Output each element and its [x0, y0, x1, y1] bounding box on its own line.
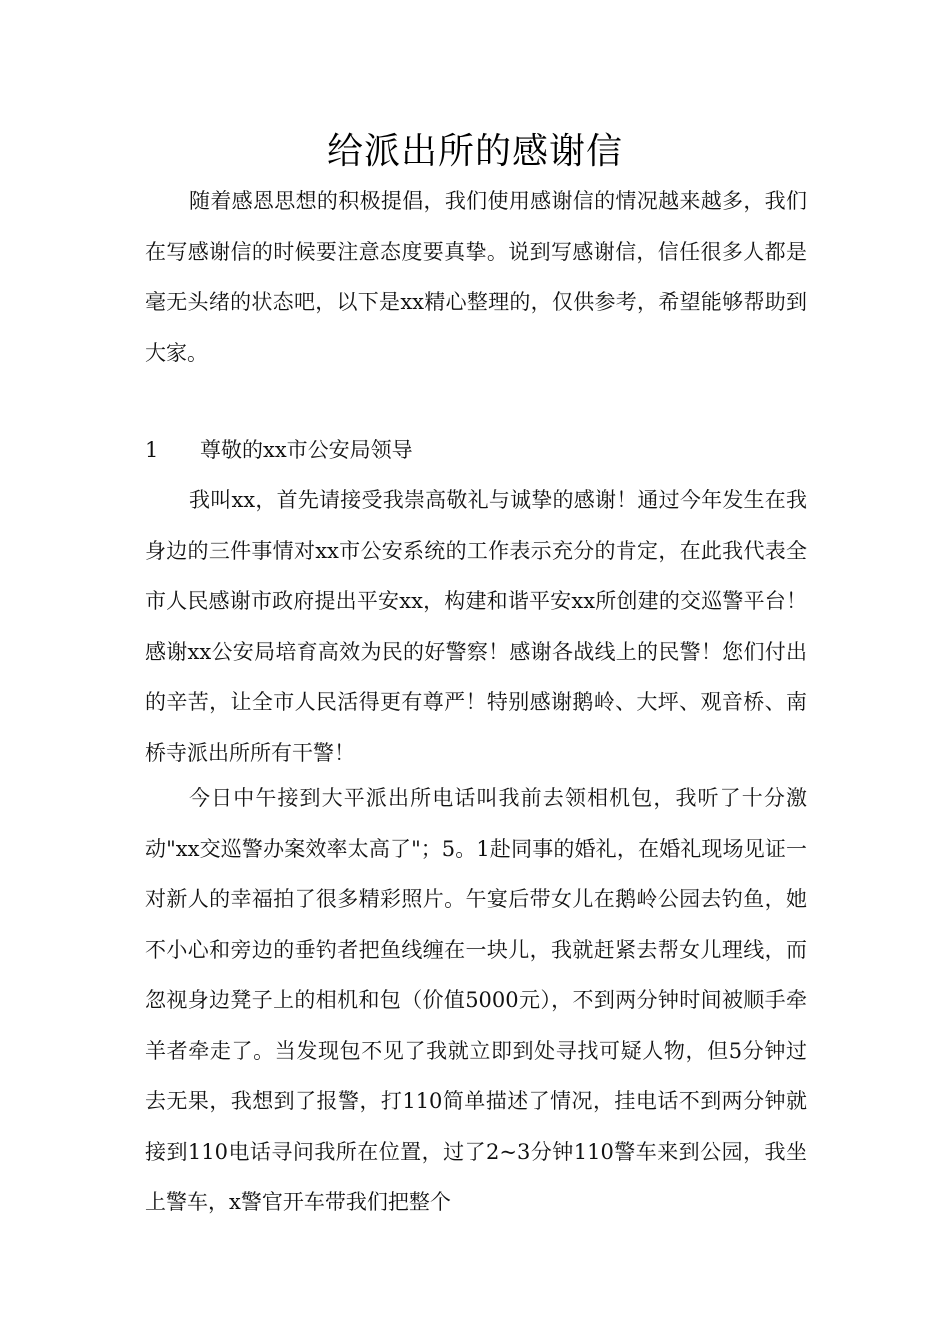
- intro-paragraph: 随着感恩思想的积极提倡，我们使用感谢信的情况越来越多，我们在写感谢信的时候要注意态度要真挚。说到写感谢信，信任很多人都是毫无头绪的状态吧，以下是xx精心整理的，仅供参考，希望能够帮助到大家。: [145, 189, 807, 365]
- body-paragraph-1: 我叫xx，首先请接受我崇高敬礼与诚挚的感谢！通过今年发生在我身边的三件事情对xx市公安系统的工作表示充分的肯定，在此我代表全市人民感谢市政府提出平安xx，构建和谐平安xx所创建的交巡警平台！感谢xx公安局培育高效为民的好警察！感谢各战线上的民警！您们付出的辛苦，让全市人民活得更有尊严！特别感谢鹅岭、大坪、观音桥、南桥寺派出所所有干警！: [145, 488, 807, 765]
- section-heading: [145, 425, 413, 475]
- document-title: 给派出所的感谢信: [326, 131, 623, 172]
- body-paragraph-2: 今日中午接到大平派出所电话叫我前去领相机包，我听了十分激动"xx交巡警办案效率太高了"；5。1赴同事的婚礼，在婚礼现场见证一对新人的幸福拍了很多精彩照片。午宴后带女儿在鹅岭公园去钓鱼，她不小心和旁边的垂钓者把鱼线缠在一块儿，我就赶紧去帮女儿理线，而忽视身边凳子上的相机和包（价值5000元），不到两分钟时间被顺手牵羊者牵走了。当发现包不见了我就立即到处寻找可疑人物，但5分钟过去无果，我想到了报警，打110简单描述了情况，挂电话不到两分钟就接到110电话寻问我所在位置，过了2~3分钟110警车来到公园，我坐上警车，x警官开车带我们把整个: [145, 786, 807, 1214]
- section-title: 尊敬的xx市公安局领导: [200, 438, 413, 462]
- section-number: 1: [145, 438, 159, 462]
